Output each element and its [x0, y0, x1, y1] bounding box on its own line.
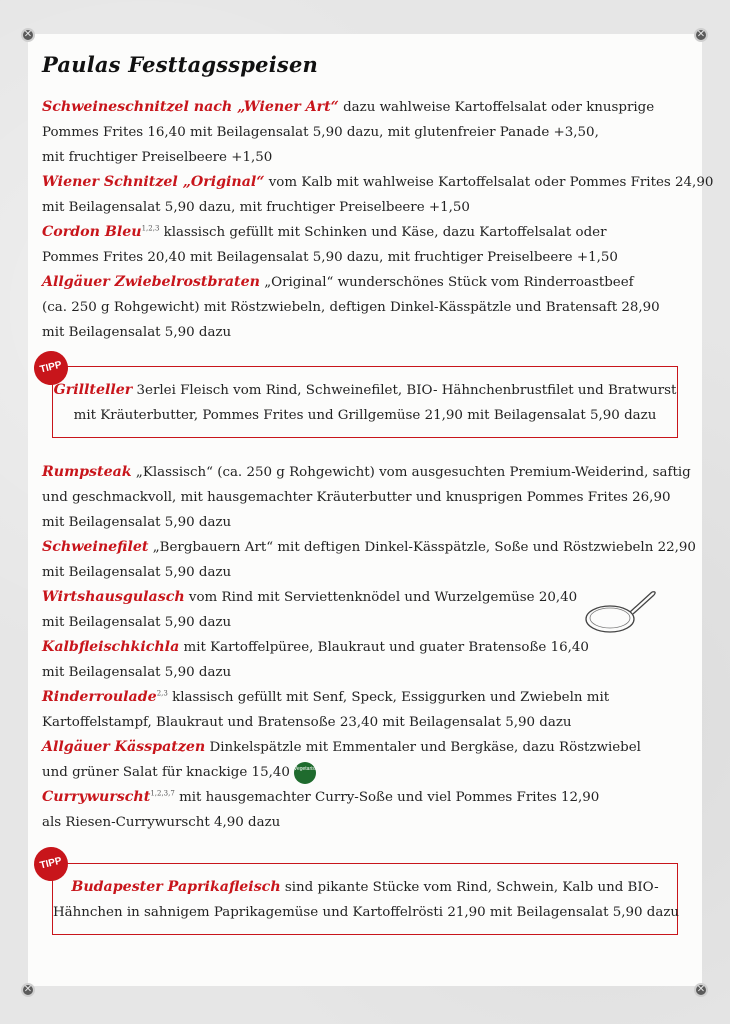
- dish-wiener-schnitzel: Wiener Schnitzel „Original“ vom Kalb mit wahlweise Kartoffelsalat oder Pommes Frites 24,90 mit Beilagensalat 5,90 dazu, mit fruchtiger Preiselbeere +1,50: [42, 174, 714, 215]
- frying-pan-icon: [584, 585, 660, 637]
- pin-icon: ✕: [694, 983, 708, 997]
- dish-name: Rinderroulade: [42, 689, 157, 705]
- dish-name: Currywurscht: [42, 789, 151, 805]
- dish-rinderroulade: Rinderroulade$^{2,3}$ klassisch gefüllt mit Senf, Speck, Essiggurken und Zwiebeln mit Kartoffelstampf, Blaukraut und Bratensoße 23,40 mit Beilagensalat 5,90 dazu: [42, 689, 610, 730]
- menu-title: Paulas Festtagsspeisen: [42, 52, 318, 77]
- dish-schweinefilet: Schweinefilet „Bergbauern Art“ mit deftigen Dinkel-Kässpätzle, Soße und Röstzwiebeln 22,90 mit Beilagensalat 5,90 dazu: [42, 539, 696, 580]
- dish-name: Wiener Schnitzel „Original“: [42, 174, 265, 190]
- dish-name: Schweinefilet: [42, 539, 149, 555]
- dish-kalbfleischkichla: Kalbfleischkichla mit Kartoffelpüree, Blaukraut und guater Bratensoße 16,40 mit Beilagensalat 5,90 dazu: [42, 639, 589, 680]
- tip-badge: TIPP: [30, 347, 71, 388]
- pin-icon: ✕: [694, 28, 708, 42]
- dish-name: Cordon Bleu: [42, 224, 142, 240]
- tip-box-grillteller: Grillteller 3erlei Fleisch vom Rind, Schweinefilet, BIO- Hähnchenbrustfilet und Bratwurst mit Kräuterbutter, Pommes Frites und Grillgemüse 21,90 mit Beilagensalat 5,90 dazu: [52, 366, 678, 438]
- dish-name: Kalbfleischkichla: [42, 639, 180, 655]
- dish-name: Rumpsteak: [42, 464, 132, 480]
- dish-name: Allgäuer Kässpatzen: [42, 739, 206, 755]
- pin-icon: ✕: [21, 983, 35, 997]
- dish-rumpsteak: Rumpsteak „Klassisch“ (ca. 250 g Rohgewicht) vom ausgesuchten Premium-Weiderind, saftig und geschmackvoll, mit hausgemachter Kräuterbutter und knusprigen Pommes Frites 26,90 mit Beilagensalat 5,90 dazu: [42, 464, 691, 530]
- dish-name: Grillteller: [53, 382, 133, 398]
- vegetarian-badge-icon: Vegetarisch: [294, 762, 316, 784]
- dish-cordon-bleu: Cordon Bleu$^{1,2,3}$ klassisch gefüllt mit Schinken und Käse, dazu Kartoffelsalat oder Pommes Frites 20,40 mit Beilagensalat 5,90 dazu, mit fruchtiger Preiselbeere +1,50: [42, 224, 618, 265]
- dish-name: Allgäuer Zwiebelrostbraten: [42, 274, 260, 290]
- dish-name: Wirtshausgulasch: [42, 589, 185, 605]
- dish-currywurscht: Currywurscht$^{1,2,3,7}$ mit hausgemachter Curry-Soße und viel Pommes Frites 12,90 als Riesen-Currywurscht 4,90 dazu: [42, 789, 600, 830]
- tip-box-paprikafleisch: Budapester Paprikafleisch sind pikante Stücke vom Rind, Schwein, Kalb und BIO- Hähnchen in sahnigem Paprikagemüse und Kartoffelrösti 21,90 mit Beilagensalat 5,90 dazu: [52, 863, 678, 935]
- dish-name: Schweineschnitzel nach „Wiener Art“: [42, 99, 339, 115]
- dish-name: Budapester Paprikafleisch: [71, 879, 281, 895]
- dish-wirtshausgulasch: Wirtshausgulasch vom Rind mit Serviettenknödel und Wurzelgemüse 20,40 mit Beilagensalat 5,90 dazu: [42, 589, 578, 630]
- dish-kaesspatzen: Allgäuer Kässpatzen Dinkelspätzle mit Emmentaler und Bergkäse, dazu Röstzwiebel und grüner Salat für knackige 15,40 Vegetarisch: [42, 735, 682, 785]
- dish-schweineschnitzel: Schweineschnitzel nach „Wiener Art“ dazu wahlweise Kartoffelsalat oder knusprige Pommes Frites 16,40 mit Beilagensalat 5,90 dazu, mit glutenfreier Panade +3,50, mit fruchtiger Preiselbeere +1,50: [42, 99, 655, 165]
- pin-icon: ✕: [21, 28, 35, 42]
- tip-badge: TIPP: [30, 843, 71, 884]
- dish-zwiebelrostbraten: Allgäuer Zwiebelrostbraten „Original“ wunderschönes Stück vom Rinderroastbeef (ca. 250 g Rohgewicht) mit Röstzwiebeln, deftigen Dinkel-Kässpätzle und Bratensaft 28,90 mit Beilagensalat 5,90 dazu: [42, 274, 660, 340]
